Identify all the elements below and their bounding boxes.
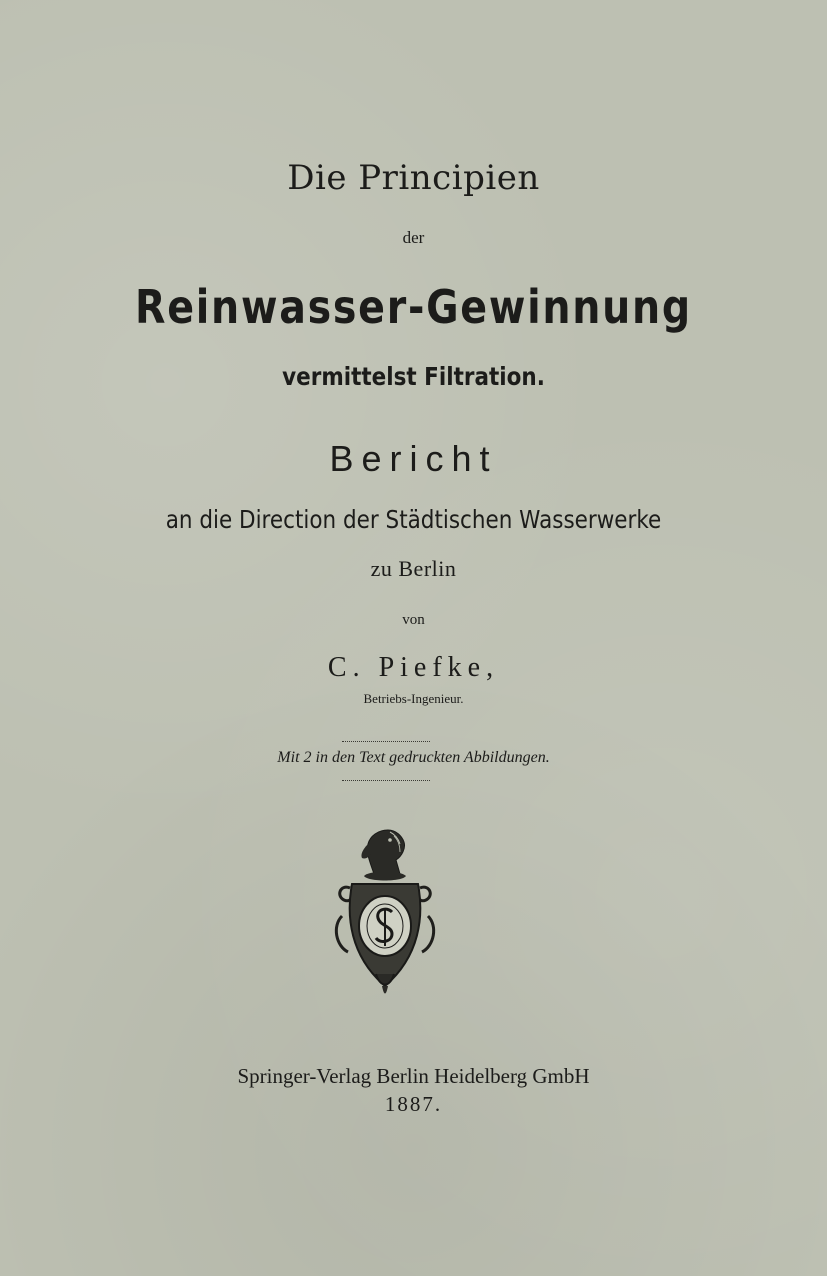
place-line: zu Berlin [370, 556, 457, 581]
divider-bottom [342, 780, 430, 781]
publication-year: 1887. [384, 1092, 443, 1116]
main-title: Reinwasser-Gewinnung [135, 280, 692, 334]
springer-horse-emblem-icon [330, 826, 440, 1006]
divider-top [342, 741, 430, 742]
author-role: Betriebs-Ingenieur. [363, 691, 464, 706]
publisher: Springer-Verlag Berlin Heidelberg GmbH [237, 1064, 590, 1088]
recipient-line: an die Direction der Städtischen Wasserwerke [165, 505, 662, 534]
report-heading: Bericht [329, 438, 498, 479]
title-line-2: der [402, 228, 425, 247]
by-line: von [402, 612, 425, 628]
illustrations-note: Mit 2 in den Text gedruckten Abbildungen. [277, 749, 550, 766]
subtitle: vermittelst Filtration. [282, 362, 545, 391]
title-line-1: Die Principien [287, 158, 540, 198]
author-name: C. Piefke, [327, 652, 500, 683]
